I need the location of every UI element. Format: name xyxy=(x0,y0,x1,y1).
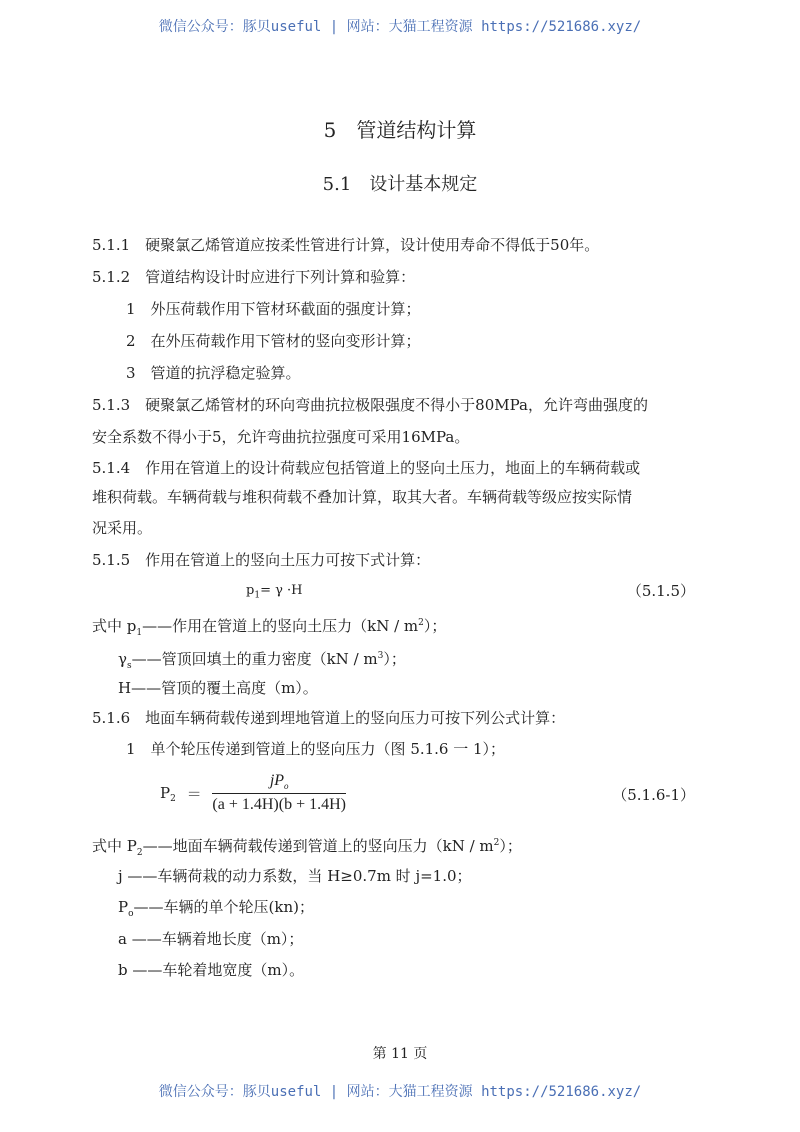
section-title: 5.1 设计基本规定 xyxy=(322,174,478,195)
def-prefix: 式中 p xyxy=(92,617,137,635)
def-end: ）； xyxy=(499,837,522,855)
eq-lhs: p xyxy=(246,583,255,598)
list-item: 3 管道的抗浮稳定验算。 xyxy=(126,364,301,382)
list-item: 1 单个轮压传递到管道上的竖向压力（图 5.1.6 一 1）； xyxy=(126,740,506,758)
numerator-sub: o xyxy=(284,781,289,792)
def-prefix: γ xyxy=(118,650,127,668)
def-end: ）； xyxy=(423,617,447,635)
clause-5-1-6: 5.1.6 地面车辆荷载传递到埋地管道上的竖向压力可按下列公式计算： xyxy=(92,709,566,727)
definition-gamma xyxy=(118,646,406,676)
eq-lhs: P xyxy=(160,784,171,803)
eq-sub: 2 xyxy=(170,794,176,805)
def-sub: 2 xyxy=(136,848,143,858)
clause-5-1-5: 5.1.5 作用在管道上的竖向土压力可按下式计算： xyxy=(92,551,431,569)
def-sup: 2 xyxy=(418,618,424,628)
paragraph-line: 安全系数不得小于5，允许弯曲抗拉强度可采用16MPa。 xyxy=(92,428,470,446)
def-sub: o xyxy=(128,909,134,919)
paragraph-line: 况采用。 xyxy=(92,519,153,537)
chapter-title: 5 管道结构计算 xyxy=(323,118,477,142)
list-item: 1 外压荷载作用下管材环截面的强度计算； xyxy=(126,300,421,318)
equation-5-1-5 xyxy=(246,581,302,606)
definition-b: b ——车轮着地宽度（m）。 xyxy=(118,961,305,979)
definition-p2 xyxy=(92,833,522,863)
definition-j: j ——车辆荷栽的动力系数，当 H≥0.7m 时 j=1.0； xyxy=(118,867,472,885)
def-text: ——作用在管道上的竖向土压力（kN / m xyxy=(142,617,419,635)
list-item: 2 在外压荷载作用下管材的竖向变形计算； xyxy=(126,332,421,350)
def-sub: s xyxy=(126,661,132,671)
def-text: ——管顶回填土的重力密度（kN / m xyxy=(131,650,378,668)
numerator xyxy=(212,772,346,794)
fraction xyxy=(212,772,346,814)
definition-a: a ——车辆着地长度（m）； xyxy=(118,930,304,948)
def-prefix: P xyxy=(118,898,129,916)
eq-rhs: = γ ·H xyxy=(260,583,303,598)
definition-po xyxy=(118,897,314,924)
equation-5-1-6-1 xyxy=(160,772,346,814)
footer-watermark: 微信公众号：豚贝useful | 网站：大猫工程资源 https://521686.xyz/ xyxy=(158,1084,642,1100)
clause-5-1-2: 5.1.2 管道结构设计时应进行下列计算和验算： xyxy=(92,268,416,286)
clause-5-1-3: 5.1.3 硬聚氯乙烯管材的环向弯曲抗拉极限强度不得小于80MPa，允许弯曲强度的 xyxy=(92,396,648,414)
paragraph-line: 堆积荷载。车辆荷载与堆积荷载不叠加计算，取其大者。车辆荷载等级应按实际情 xyxy=(92,488,633,506)
numerator-text: jP xyxy=(269,772,285,789)
denominator: (a + 1.4H)(b + 1.4H) xyxy=(212,796,346,814)
def-sub: 1 xyxy=(136,628,143,638)
equation-number: （5.1.6-1） xyxy=(612,786,695,804)
def-end: ）； xyxy=(383,650,406,668)
definition-p1 xyxy=(92,613,446,643)
def-sup: 3 xyxy=(377,651,384,661)
eq-equals: ＝ xyxy=(186,784,202,803)
def-sup: 2 xyxy=(493,838,500,848)
def-text: ——地面车辆荷载传递到管道上的竖向压力（kN / m xyxy=(142,837,494,855)
clause-5-1-1: 5.1.1 硬聚氯乙烯管道应按柔性管进行计算，设计使用寿命不得低于50年。 xyxy=(92,236,600,254)
def-prefix: 式中 P xyxy=(92,837,137,855)
eq-sub: 1 xyxy=(254,590,261,601)
page-number: 第 11 页 xyxy=(372,1046,428,1062)
equation-number: （5.1.5） xyxy=(626,582,695,600)
def-text: ——车辆的单个轮压(kn)； xyxy=(133,898,314,916)
definition-h: H——管顶的覆土高度（m）。 xyxy=(118,679,318,697)
header-watermark: 微信公众号：豚贝useful | 网站：大猫工程资源 https://521686.xyz/ xyxy=(158,19,642,35)
clause-5-1-4: 5.1.4 作用在管道上的设计荷载应包括管道上的竖向土压力，地面上的车辆荷载或 xyxy=(92,459,641,477)
